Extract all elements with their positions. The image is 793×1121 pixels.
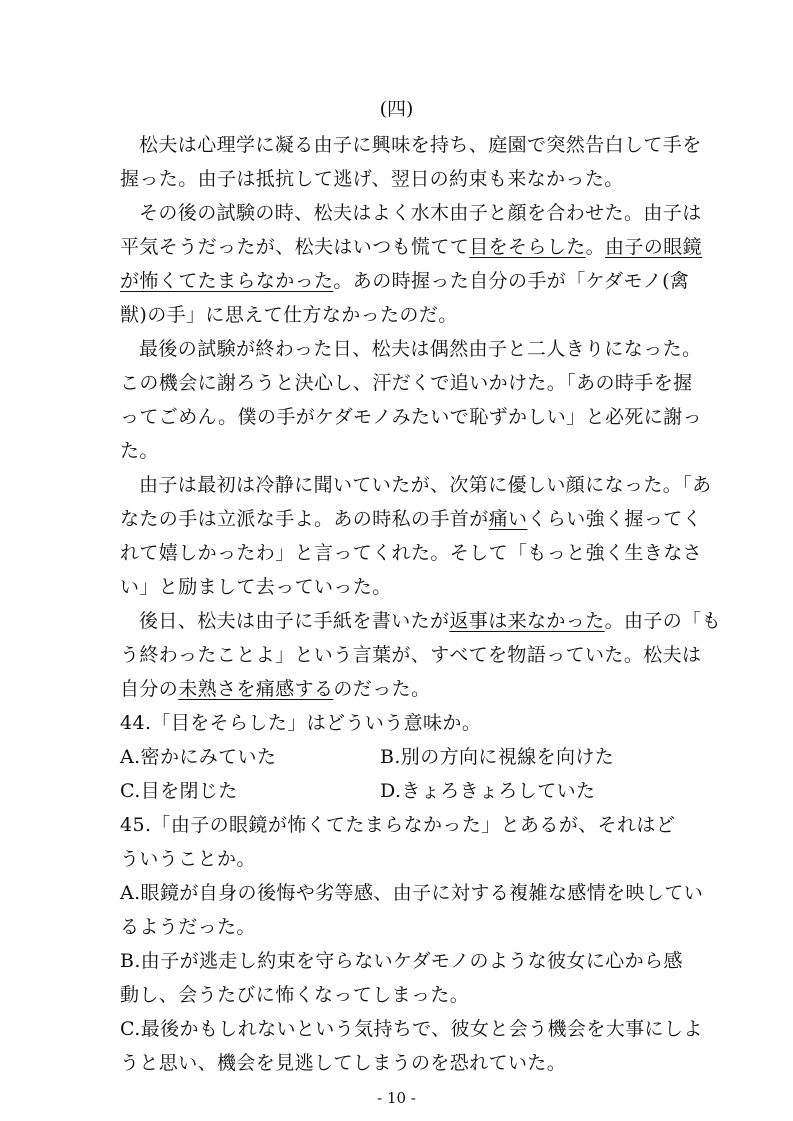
passage-text: なたの手は立派な手よ。あの時私の手首が — [120, 508, 489, 530]
question-45-option-a: るようだった。 — [120, 916, 256, 938]
passage-line: れて嬉しかったわ」と言ってくれた。そして「もっと強く生きなさ — [120, 542, 703, 564]
passage-line: た。 — [120, 440, 159, 462]
passage-line: 握った。由子は抵抗して逃げ、翌日の約束も来なかった。 — [120, 168, 624, 190]
question-44-option-b: B.別の方向に視線を向けた — [380, 746, 615, 768]
passage-line: ってごめん。僕の手がケダモノみたいで恥ずかしい」と必死に謝っ — [120, 406, 703, 428]
passage-line — [139, 604, 721, 638]
underlined-phrase: 未熟さを痛感する — [178, 678, 334, 700]
passage-line: この機会に謝ろうと決心し、汗だくで追いかけた。「あの時手を握 — [120, 372, 693, 394]
passage-line — [120, 672, 430, 706]
question-45-option-a: A.眼鏡が自身の後悔や劣等感、由子に対する複雑な感情を映してい — [120, 882, 704, 904]
underlined-phrase: 痛い — [488, 508, 528, 530]
question-44-option-c: C.目を閉じた — [120, 780, 238, 802]
passage-line: 獣)の手」に思えて仕方なかったのだ。 — [120, 304, 458, 326]
passage-text: 自分の — [120, 678, 179, 700]
passage-text: くらい強く握ってく — [527, 508, 703, 530]
passage-line: 最後の試験が終わった日、松夫は偶然由子と二人きりになった。 — [139, 338, 702, 360]
passage-line — [120, 264, 689, 298]
question-45-option-c: うと思い、機会を見逃してしまうのを恐れていた。 — [120, 1052, 567, 1074]
section-title: (四) — [379, 98, 414, 120]
passage-line: う終わったことよ」という言葉が、すべてを物語っていた。松夫は — [120, 644, 702, 666]
passage-text: 。 — [585, 236, 606, 258]
underlined-phrase: 返事は来なかった — [449, 610, 605, 632]
underlined-phrase: 目をそらした — [469, 236, 586, 258]
question-45-option-b: 動し、会うたびに怖くなってしまった。 — [120, 984, 470, 1006]
passage-line: 松夫は心理学に凝る由子に興味を持ち、庭園で突然告白して手を — [139, 134, 702, 156]
passage-text: 平気そうだったが、松夫はいつも慌てて — [120, 236, 470, 258]
question-44-option-d: D.きょろきょろしていた — [380, 780, 596, 802]
passage-text: 。由子の「も — [604, 610, 722, 632]
passage-line: その後の試験の時、松夫はよく水木由子と顔を合わせた。由子は — [139, 202, 702, 224]
underlined-phrase: が怖くてたまらなかった — [120, 270, 334, 292]
underlined-phrase: 由子の眼鏡 — [605, 236, 703, 258]
page-number: - 10 - — [377, 1089, 416, 1107]
passage-text: のだった。 — [333, 678, 431, 700]
passage-line — [120, 230, 702, 264]
passage-line: い」と励まして去っていった。 — [120, 576, 392, 598]
question-44-option-a: A.密かにみていた — [120, 746, 277, 768]
passage-line — [120, 502, 702, 536]
question-45-stem: 45.「由子の眼鏡が怖くてたまらなかった」とあるが、それはど — [120, 814, 676, 836]
passage-line: 由子は最初は冷静に聞いていたが、次第に優しい顔になった。「あ — [139, 474, 712, 496]
question-45-option-c: C.最後かもしれないという気持ちで、彼女と会う機会を大事にしよ — [120, 1018, 703, 1040]
question-45-stem: ういうことか。 — [120, 848, 256, 870]
passage-text: 後日、松夫は由子に手紙を書いたが — [139, 610, 450, 632]
question-45-option-b: B.由子が逃走し約束を守らないケダモノのような彼女に心から感 — [120, 950, 683, 972]
question-44-stem: 44.「目をそらした」はどういう意味か。 — [120, 712, 482, 734]
passage-text: 。あの時握った自分の手が「ケダモノ(禽 — [333, 270, 690, 292]
